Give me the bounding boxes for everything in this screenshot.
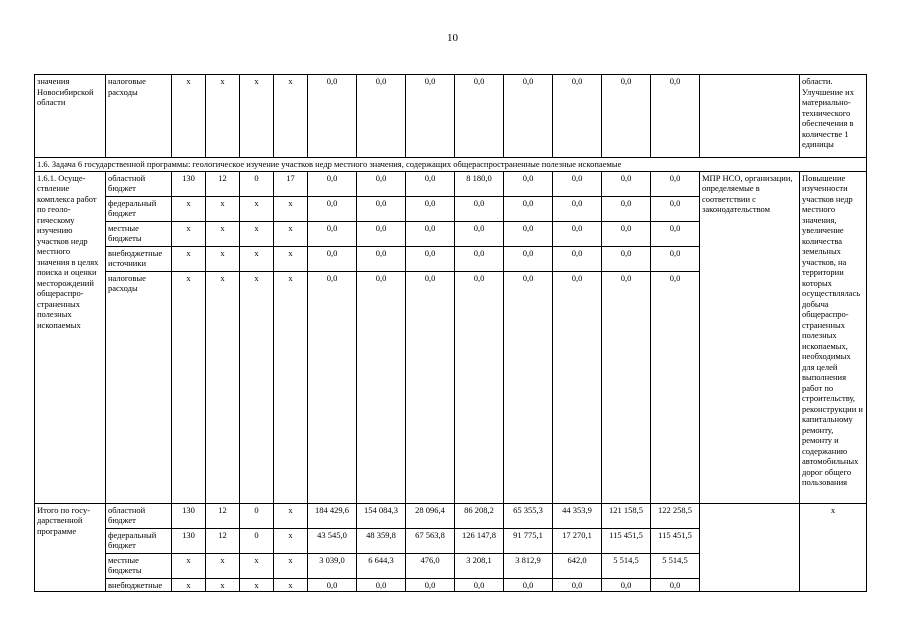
value-cell: 154 084,3	[357, 503, 406, 528]
value-cell: 0,0	[406, 578, 455, 592]
value-cell: 476,0	[406, 553, 455, 578]
code-cell: х	[240, 221, 274, 246]
value-cell: 122 258,5	[651, 503, 700, 528]
code-cell: 130	[172, 528, 206, 553]
code-cell: 130	[172, 171, 206, 196]
value-cell: 91 775,1	[504, 528, 553, 553]
code-cell: х	[206, 75, 240, 158]
value-cell: 115 451,5	[602, 528, 651, 553]
code-cell: х	[206, 553, 240, 578]
value-cell: 0,0	[553, 271, 602, 503]
value-cell: 0,0	[357, 221, 406, 246]
source-cell: внебюджетные источники	[106, 246, 172, 271]
code-cell: 0	[240, 171, 274, 196]
value-cell: 0,0	[504, 171, 553, 196]
page-number: 10	[447, 32, 458, 44]
value-cell: 0,0	[553, 221, 602, 246]
value-cell: 3 812,9	[504, 553, 553, 578]
value-cell: 0,0	[357, 578, 406, 592]
code-cell: х	[274, 578, 308, 592]
code-cell: х	[206, 221, 240, 246]
value-cell: 0,0	[357, 75, 406, 158]
code-cell: 0	[240, 528, 274, 553]
source-cell: внебюджетные	[106, 578, 172, 592]
value-cell: 0,0	[357, 171, 406, 196]
value-cell: 126 147,8	[455, 528, 504, 553]
source-cell: налоговые расходы	[106, 271, 172, 503]
value-cell: 0,0	[602, 196, 651, 221]
value-cell: 0,0	[651, 171, 700, 196]
code-cell: 12	[206, 528, 240, 553]
value-cell: 3 039,0	[308, 553, 357, 578]
value-cell: 121 158,5	[602, 503, 651, 528]
code-cell: х	[206, 271, 240, 503]
value-cell: 0,0	[406, 221, 455, 246]
value-cell: 0,0	[553, 246, 602, 271]
value-cell: 0,0	[455, 578, 504, 592]
value-cell: 0,0	[455, 271, 504, 503]
code-cell: 17	[274, 171, 308, 196]
value-cell: 0,0	[406, 171, 455, 196]
code-cell: х	[172, 75, 206, 158]
code-cell: х	[240, 271, 274, 503]
event-name-cell: 1.6.1. Осуще-ствление комплекса работ по геоло-гическому изучению участков недр местного значения в целях поиска и оценки месторождений общераспро-страненных полезных ископаемых	[35, 171, 106, 503]
value-cell: 0,0	[504, 246, 553, 271]
value-cell: 44 353,9	[553, 503, 602, 528]
code-cell: х	[206, 246, 240, 271]
value-cell: 0,0	[651, 196, 700, 221]
value-cell: 65 355,3	[504, 503, 553, 528]
code-cell: х	[274, 246, 308, 271]
value-cell: 0,0	[455, 221, 504, 246]
value-cell: 5 514,5	[651, 553, 700, 578]
executor-cell	[700, 503, 800, 592]
value-cell: 0,0	[602, 75, 651, 158]
source-cell: областной бюджет	[106, 503, 172, 528]
executor-cell	[700, 75, 800, 158]
value-cell: 0,0	[602, 171, 651, 196]
executor-cell: МПР НСО, организации, определяемые в соответствии с законодательством	[700, 171, 800, 503]
value-cell: 0,0	[308, 196, 357, 221]
value-cell: 0,0	[406, 196, 455, 221]
value-cell: 5 514,5	[602, 553, 651, 578]
value-cell: 0,0	[308, 221, 357, 246]
value-cell: 0,0	[504, 75, 553, 158]
value-cell: 0,0	[357, 246, 406, 271]
value-cell: 0,0	[553, 75, 602, 158]
code-cell: х	[274, 553, 308, 578]
source-cell: местные бюджеты	[106, 221, 172, 246]
value-cell: 0,0	[651, 75, 700, 158]
code-cell: х	[240, 246, 274, 271]
table-row	[35, 503, 867, 528]
code-cell: х	[274, 503, 308, 528]
result-cell: Повышение изученности участков недр местного значения, увеличение количества земельных участков, на территории которых осуществлялась добыча общераспро-страненных полезных ископаемых, необходимых для целей выполнения работ по строительству, реконструкции и капитальному ремонту, ремонту и содержанию автомобильных дорог общего пользования	[800, 171, 867, 503]
code-cell: х	[172, 578, 206, 592]
value-cell: 0,0	[455, 75, 504, 158]
value-cell: 67 563,8	[406, 528, 455, 553]
code-cell: х	[172, 246, 206, 271]
value-cell: 0,0	[357, 271, 406, 503]
value-cell: 0,0	[504, 578, 553, 592]
value-cell: 0,0	[455, 246, 504, 271]
value-cell: 0,0	[406, 271, 455, 503]
value-cell: 0,0	[406, 246, 455, 271]
value-cell: 0,0	[651, 246, 700, 271]
value-cell: 0,0	[308, 75, 357, 158]
event-name-cell: значения Новосибирской области	[35, 75, 106, 158]
result-cell: х	[800, 503, 867, 592]
code-cell: х	[172, 196, 206, 221]
code-cell: х	[240, 578, 274, 592]
code-cell: 12	[206, 503, 240, 528]
code-cell: х	[172, 271, 206, 503]
source-cell: федеральный бюджет	[106, 196, 172, 221]
value-cell: 115 451,5	[651, 528, 700, 553]
value-cell: 0,0	[553, 171, 602, 196]
value-cell: 6 644,3	[357, 553, 406, 578]
code-cell: х	[206, 578, 240, 592]
code-cell: х	[274, 196, 308, 221]
table-row	[35, 171, 867, 196]
task-header-row	[35, 158, 867, 172]
value-cell: 0,0	[651, 578, 700, 592]
value-cell: 0,0	[504, 271, 553, 503]
value-cell: 0,0	[504, 221, 553, 246]
source-cell: областной бюджет	[106, 171, 172, 196]
value-cell: 0,0	[455, 196, 504, 221]
value-cell: 3 208,1	[455, 553, 504, 578]
value-cell: 0,0	[308, 578, 357, 592]
value-cell: 0,0	[308, 271, 357, 503]
value-cell: 0,0	[651, 271, 700, 503]
value-cell: 48 359,8	[357, 528, 406, 553]
code-cell: х	[274, 528, 308, 553]
value-cell: 0,0	[553, 578, 602, 592]
value-cell: 86 208,2	[455, 503, 504, 528]
code-cell: х	[274, 221, 308, 246]
value-cell: 0,0	[308, 246, 357, 271]
code-cell: х	[240, 75, 274, 158]
code-cell: х	[206, 196, 240, 221]
value-cell: 0,0	[602, 271, 651, 503]
value-cell: 0,0	[308, 171, 357, 196]
value-cell: 0,0	[504, 196, 553, 221]
result-cell: области. Улучшение их материально-технического обеспечения в количестве 1 единицы	[800, 75, 867, 158]
code-cell: х	[172, 221, 206, 246]
code-cell: 130	[172, 503, 206, 528]
value-cell: 642,0	[553, 553, 602, 578]
value-cell: 184 429,6	[308, 503, 357, 528]
source-cell: федеральный бюджет	[106, 528, 172, 553]
code-cell: х	[240, 196, 274, 221]
value-cell: 0,0	[553, 196, 602, 221]
source-cell: налоговые расходы	[106, 75, 172, 158]
source-cell: местные бюджеты	[106, 553, 172, 578]
value-cell: 43 545,0	[308, 528, 357, 553]
code-cell: х	[274, 75, 308, 158]
table-row	[35, 75, 867, 158]
value-cell: 17 270,1	[553, 528, 602, 553]
value-cell: 28 096,4	[406, 503, 455, 528]
code-cell: х	[274, 271, 308, 503]
value-cell: 8 180,0	[455, 171, 504, 196]
code-cell: х	[172, 553, 206, 578]
total-name-cell: Итого по госу-дарственной программе	[35, 503, 106, 592]
value-cell: 0,0	[602, 246, 651, 271]
value-cell: 0,0	[651, 221, 700, 246]
value-cell: 0,0	[602, 221, 651, 246]
program-table	[34, 74, 867, 592]
code-cell: 12	[206, 171, 240, 196]
code-cell: х	[240, 553, 274, 578]
code-cell: 0	[240, 503, 274, 528]
value-cell: 0,0	[602, 578, 651, 592]
value-cell: 0,0	[357, 196, 406, 221]
task-header: 1.6. Задача 6 государственной программы: геологическое изучение участков недр местного значения, содержащих общераспространенные полезные ископаемые	[35, 158, 867, 172]
value-cell: 0,0	[406, 75, 455, 158]
